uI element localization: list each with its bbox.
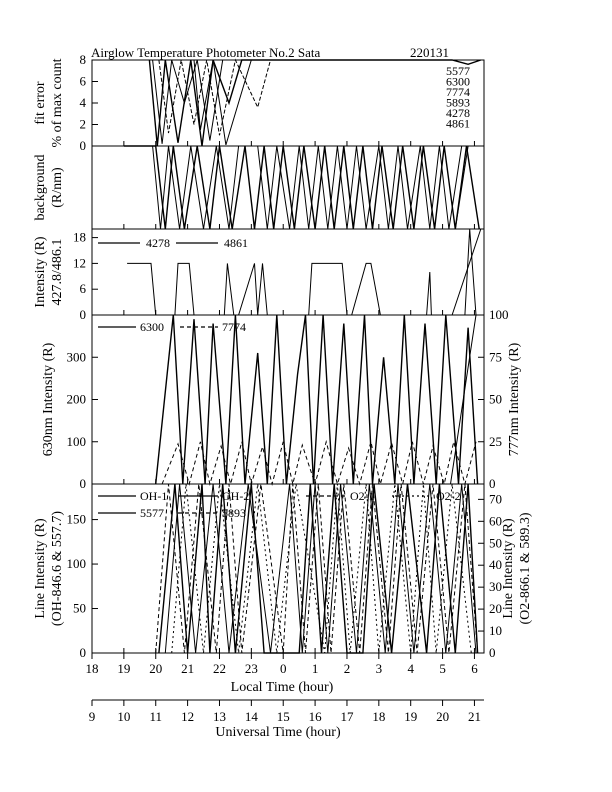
legend-label-o22: O2-2 [436, 489, 461, 503]
lt-tick-label: 22 [212, 661, 226, 676]
legend-fit-4278: 4278 [446, 106, 470, 120]
lt-tick-label: 3 [375, 661, 383, 676]
legend-label-6300: 6300 [140, 320, 164, 334]
ut-tick-label: 20 [436, 709, 450, 724]
figure-date-code: 220131 [410, 45, 449, 60]
y2-tick-label: 25 [489, 433, 502, 449]
ut-axis-label: Universal Time (hour) [215, 725, 341, 740]
series-blue-4861 [153, 229, 481, 315]
series-fit-5893 [194, 60, 481, 145]
lt-tick-label: 4 [407, 661, 414, 676]
lt-tick-label: 21 [181, 661, 195, 676]
lt-tick-label: 1 [311, 661, 319, 676]
ut-tick-label: 16 [308, 709, 322, 724]
y-axis-label-fit: fit error [33, 81, 48, 125]
y2-tick-label: 40 [489, 557, 502, 573]
y-tick-label: 0 [79, 307, 86, 322]
y2-axis-label-red: 777nm Intensity (R) [507, 342, 522, 457]
ut-tick-label: 12 [181, 709, 195, 724]
panel-red [41, 307, 522, 491]
y2-tick-label: 0 [489, 645, 496, 660]
y2-tick-label: 10 [489, 623, 502, 639]
y2-tick-label: 20 [489, 601, 502, 617]
y-tick-label: 0 [79, 138, 86, 153]
ut-tick-label: 9 [88, 709, 96, 724]
legend-label-4861: 4861 [224, 236, 248, 250]
y2-tick-label: 75 [489, 349, 502, 365]
y2-axis-label-line: (O2-866.1 & 589.3) [518, 512, 533, 625]
legend-label-4278: 4278 [146, 236, 170, 250]
lt-tick-label: 18 [85, 661, 99, 676]
legend-fit-6300: 6300 [446, 74, 470, 89]
series-blue-4278 [127, 229, 481, 315]
y-axis-label-bg: background [33, 154, 48, 221]
ut-tick-label: 21 [467, 709, 481, 724]
y-tick-label: 6 [79, 73, 86, 89]
ut-tick-label: 11 [149, 709, 163, 724]
y-axis-label-line: Line Intensity (R) [33, 518, 48, 619]
y-tick-label: 50 [73, 600, 86, 616]
lt-tick-label: 19 [117, 661, 131, 676]
y-tick-label: 8 [79, 52, 86, 67]
panel-bg [33, 146, 484, 229]
y2-tick-label: 50 [489, 391, 502, 407]
y-tick-label: 150 [66, 511, 86, 527]
legend-label-5893: 5893 [222, 506, 246, 520]
y-tick-label: 100 [66, 433, 86, 449]
plot-area [33, 52, 533, 740]
legend-fit-7774: 7774 [446, 85, 470, 99]
y2-axis-label-line: Line Intensity (R) [501, 518, 516, 619]
y-tick-label: 18 [73, 229, 86, 245]
legend-label-oh1: OH-1 [140, 489, 168, 503]
lt-tick-label: 6 [471, 661, 478, 676]
lt-tick-label: 0 [279, 661, 287, 676]
y2-tick-label: 100 [489, 307, 509, 322]
y-axis-label-line: (OH-846.6 & 557.7) [50, 510, 65, 627]
lt-tick-label: 2 [343, 661, 351, 676]
y2-tick-label: 60 [489, 513, 502, 529]
ut-tick-label: 19 [404, 709, 418, 724]
ut-tick-label: 18 [372, 709, 386, 724]
ut-tick-label: 14 [244, 709, 258, 724]
lt-tick-label: 23 [244, 661, 258, 676]
y2-tick-label: 70 [489, 491, 502, 507]
y-tick-label: 100 [66, 556, 86, 572]
y-axis-label-blue: Intensity (R) [33, 236, 48, 308]
series-red-7774 [162, 442, 476, 484]
lt-axis-label: Local Time (hour) [230, 680, 334, 695]
panel-line [33, 484, 533, 660]
legend-label-5577: 5577 [140, 506, 164, 520]
y-axis-label-blue: 427.8/486.1 [50, 238, 65, 306]
y-tick-label: 4 [79, 95, 86, 110]
y-tick-label: 0 [79, 476, 86, 491]
y-tick-label: 12 [73, 255, 86, 271]
legend-fit-4861: 4861 [446, 116, 470, 131]
legend-label-o21: O2-1 [350, 489, 375, 503]
y-tick-label: 200 [66, 391, 86, 407]
legend-fit-5577: 5577 [446, 64, 470, 78]
y-axis-label-bg: (R/nm) [50, 167, 65, 208]
y-axis-label-fit: % of max count [50, 58, 65, 148]
legend-label-oh2: OH-2 [222, 489, 250, 503]
y-tick-label: 6 [79, 281, 86, 297]
y2-tick-label: 0 [489, 476, 496, 491]
y-axis-label-red: 630nm Intensity (R) [41, 342, 56, 457]
panel-fit [33, 52, 484, 153]
series-bg-6300 [124, 146, 479, 229]
panel-frame-red [92, 315, 484, 484]
y-tick-label: 2 [79, 116, 86, 132]
figure-title: Airglow Temperature Photometer No.2 Sata [91, 45, 321, 60]
ut-tick-label: 13 [212, 709, 226, 724]
y2-tick-label: 30 [489, 579, 502, 595]
ut-tick-label: 17 [340, 709, 354, 724]
y-tick-label: 300 [66, 349, 86, 365]
ut-tick-label: 15 [276, 709, 290, 724]
legend-label-7774: 7774 [222, 320, 246, 334]
series-line-OH-1 [159, 484, 478, 653]
ut-tick-label: 10 [117, 709, 131, 724]
lt-tick-label: 5 [439, 661, 446, 676]
y-tick-label: 0 [79, 645, 86, 660]
lt-tick-label: 20 [149, 661, 163, 676]
legend-fit-5893: 5893 [446, 95, 470, 110]
y2-tick-label: 50 [489, 535, 502, 551]
